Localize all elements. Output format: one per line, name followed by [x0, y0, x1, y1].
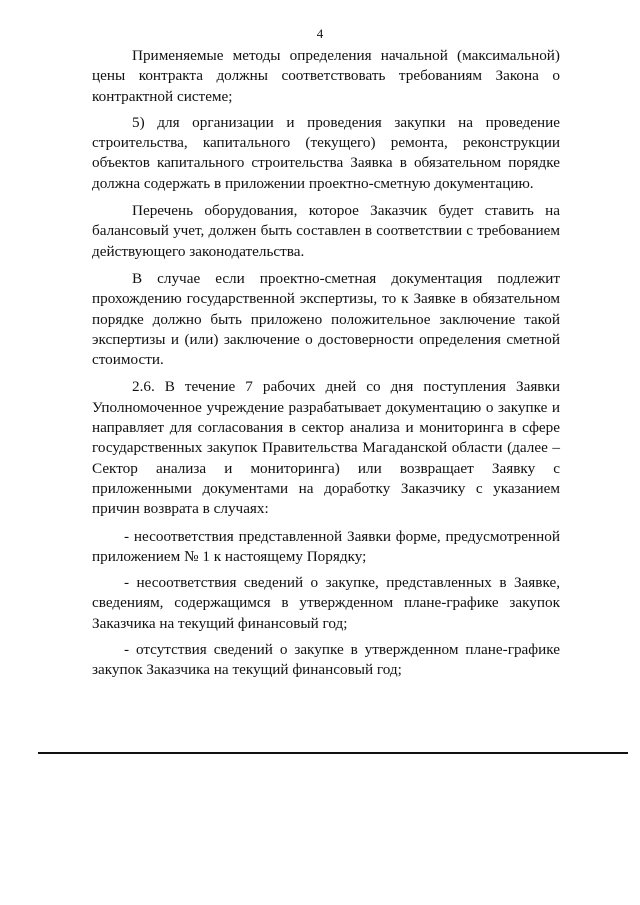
- list-item-plan-missing: - отсутствия сведений о закупке в утвержденном плане-графике закупок Заказчика на текущий финансовый год;: [92, 641, 560, 679]
- paragraph-section-2-6: 2.6. В течение 7 рабочих дней со дня поступления Заявки Уполномоченное учреждение разрабатывает документацию о закупке и направляет для согласования в сектор анализа и мониторинга в сфере государственных закупок Правительства Магаданской области (далее – Сектор анализа и мониторинга) или возвращает Заявку с приложенными документами на доработку Заказчику с указанием причин возврата в случаях:: [92, 378, 560, 518]
- paragraph-construction-docs: 5) для организации и проведения закупки на проведение строительства, капитального (текущего) ремонта, реконструкции объектов капитального строительства Заявка в обязательном порядке должна содержать в приложении проектно-сметную документацию.: [92, 113, 560, 192]
- document-body: [92, 46, 560, 687]
- paragraph-state-expertise: В случае если проектно-сметная документация подлежит прохождению государственной экспертизы, то к Заявке в обязательном порядке должно быть приложено положительное заключение такой экспертизы и (или) заключение о достоверности определения сметной стоимости.: [92, 269, 560, 369]
- list-item-plan-mismatch: - несоответствия сведений о закупке, представленных в Заявке, сведениям, содержащимся в утвержденном плане-графике закупок Заказчика на текущий финансовый год;: [92, 574, 560, 632]
- paragraph-equipment-list: Перечень оборудования, которое Заказчик будет ставить на балансовый учет, должен быть составлен в соответствии с требованием действующего законодательства.: [92, 202, 560, 260]
- page-number: 4: [316, 26, 324, 41]
- paragraph-pricing-methods: Применяемые методы определения начальной (максимальной) цены контракта должны соответствовать требованиям Закона о контрактной системе;: [92, 47, 560, 105]
- footer-divider: [38, 752, 628, 754]
- list-item-form-mismatch: - несоответствия представленной Заявки форме, предусмотренной приложением № 1 к настоящему Порядку;: [92, 527, 560, 565]
